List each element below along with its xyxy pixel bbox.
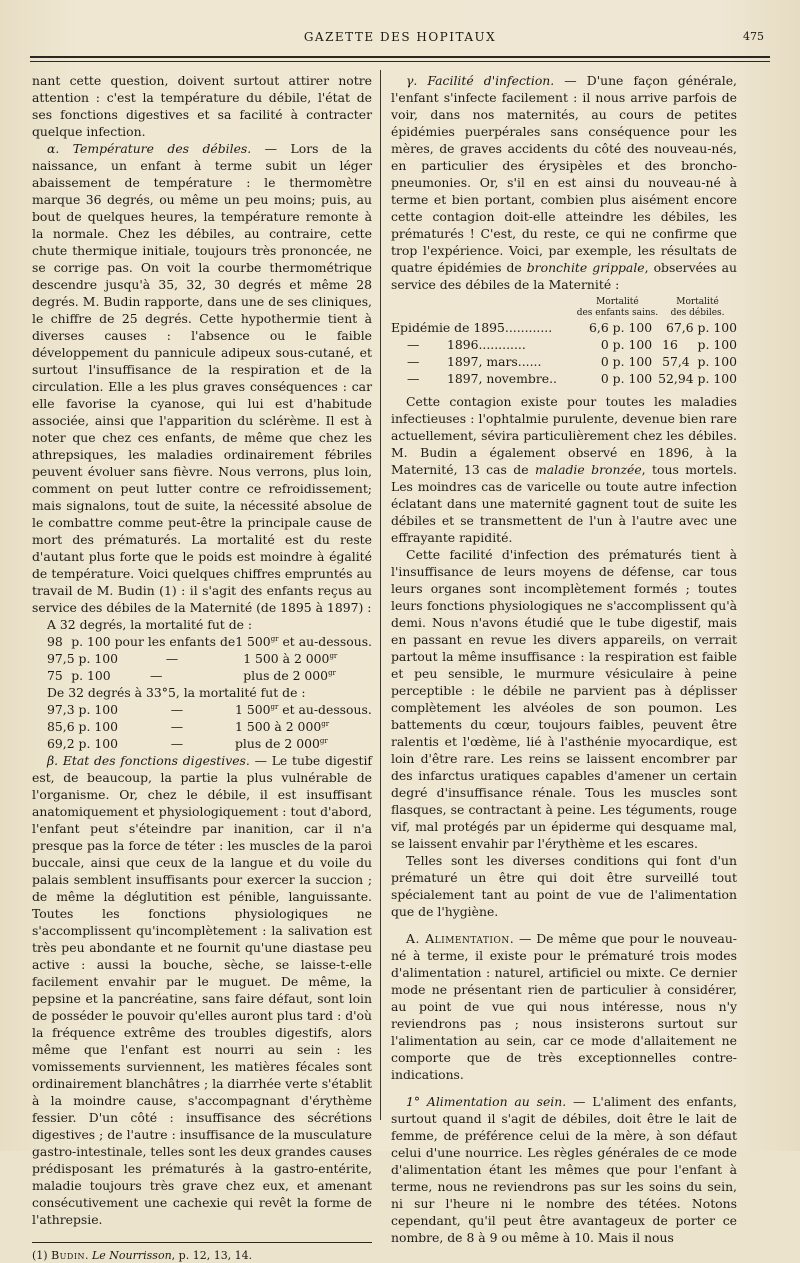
table-cell: 1 500 bbox=[235, 634, 271, 649]
table-cell: 67,6 p. 100 bbox=[666, 320, 737, 335]
header-line: Mortalité bbox=[596, 297, 639, 307]
table-row bbox=[391, 353, 737, 370]
table-cell: 57,4 p. 100 bbox=[662, 354, 737, 369]
paragraph-text: — De même que pour le nouveau-né à terme, il existe pour le prématuré trois modes d'alimentation : naturel, artificiel ou mixte. Ce dernier mode ne présentant rien de particulier à considérer, au point de vue qui nous intéresse, nous n'y reviendrons pas ; nous insisterons surtout sur l'alimentation au sein, car ce mode d'allaitement ne comporte que de très exceptionnelles contre-indications. bbox=[391, 931, 737, 1082]
table-cell: p. 100 bbox=[71, 668, 111, 683]
unit-sup: gr bbox=[329, 651, 338, 660]
table-cell: — 1896............ bbox=[407, 337, 526, 352]
table-cell: 98 bbox=[47, 634, 63, 649]
table-cell: — bbox=[149, 668, 163, 683]
page-number: 475 bbox=[743, 30, 764, 43]
table-row bbox=[391, 370, 737, 387]
paragraph-text: — D'une façon générale, l'enfant s'infecte facilement : il nous arrive parfois de voir, dans nos maternités, au cours de petites épidémies puerpérales sans conséquence pour les mères, de graves accidents du côté des nouveau-nés, en particulier des érysipèles et des broncho-pneumonies. Or, s'il en est ainsi du nouveau-né à terme et bien portant, combien plus aisément encore cette contagion doit-elle atteindre les débiles, les prématurés ! C'est, du reste, ce qui ne confirme que trop l'expérience. Voici, par exemple, les résultats de quatre épidémies de bbox=[391, 73, 737, 275]
footnote-marker: (1) bbox=[32, 1249, 52, 1262]
table-row bbox=[47, 735, 372, 752]
table-row bbox=[47, 701, 372, 718]
header-line: Mortalité bbox=[676, 297, 719, 307]
italic-term: maladie bronzée bbox=[535, 462, 642, 477]
footnote bbox=[32, 1249, 372, 1263]
table-cell: — bbox=[170, 702, 184, 717]
table-intro: A 32 degrés, la mortalité fut de : bbox=[47, 617, 253, 632]
section-heading: 1° Alimentation au sein. bbox=[406, 1094, 567, 1109]
table-cell: — 1897, novembre.. bbox=[407, 371, 557, 386]
header-rule-thin bbox=[30, 61, 770, 62]
paragraph-alimentation bbox=[391, 930, 737, 1083]
table-cell: et au-dessous. bbox=[278, 702, 372, 717]
table-cell: et au-dessous. bbox=[278, 634, 372, 649]
table-cell: — bbox=[170, 736, 184, 751]
table-cell: 85,6 p. 100 bbox=[47, 719, 118, 734]
table-cell: 6,6 p. 100 bbox=[589, 320, 653, 335]
paragraph: Cette facilité d'infection des prématurés tient à l'insuffisance de leurs moyens de défense, car tous leurs organes sont incomplètement formés ; toutes leurs fonctions physiologiques ne s'accomplissent qu'à demi. Nous n'avons étudié que le tube digestif, mais en passant en revue les divers appareils, on verrait partout la même insuffisance : la respiration est faible et peu sensible, le murmure vésiculaire à peine perceptible : le débile ne parvient pas à déplisser complètement les alvéoles de son poumon. Les battements du cœur, toujours faibles, peuvent être ralentis et l'œdème, lié à l'asthénie myocardique, est loin d'être rare. Les reins se laissent encombrer par des infarctus uratiques capables d'amener un certain degré d'insuffisance rénale. Tous les muscles sont flasques, se contractant à peine. Les téguments, rouge vif, mal protégés par un épiderme qui desquame mal, se laissent envahir par l'érythème et les escares. bbox=[391, 547, 737, 851]
left-column bbox=[32, 72, 372, 1263]
table-cell: plus de 2 000 bbox=[235, 736, 320, 751]
unit-sup: gr bbox=[328, 668, 336, 677]
table-cell: 52,94 p. 100 bbox=[658, 371, 737, 386]
column-divider bbox=[380, 70, 381, 1120]
table-header bbox=[577, 297, 658, 319]
footnote-rule bbox=[32, 1242, 372, 1243]
paragraph-digestive bbox=[32, 752, 372, 1228]
paragraph-contagion bbox=[391, 393, 737, 546]
table-cell: 1 500 à 2 000 bbox=[243, 651, 330, 666]
footnote-text: , p. 12, 13, 14. bbox=[171, 1249, 253, 1262]
paragraph: Telles sont les diverses conditions qui font d'un prématuré un être qui doit être surveillé tout spécialement tant au point de vue de l'alimentation que de l'hygiène. bbox=[391, 853, 737, 919]
journal-title: GAZETTE DES HOPITAUX bbox=[303, 30, 497, 44]
table-header-blank bbox=[391, 297, 577, 319]
section-heading: β. Etat des fonctions digestives. bbox=[47, 753, 250, 768]
section-heading: A. Alimentation. bbox=[406, 931, 515, 946]
unit-sup: gr bbox=[319, 736, 328, 745]
table-row bbox=[47, 667, 372, 684]
table-intro: De 32 degrés à 33°5, la mortalité fut de : bbox=[47, 685, 306, 700]
footnote-author: Budin bbox=[51, 1249, 85, 1262]
table-cell: 0 p. 100 bbox=[600, 337, 653, 352]
paragraph-text: Cette contagion existe pour toutes les maladies infectieuses : l'ophtalmie purulente, devenue bien rare actuellement, sévira particulièrement chez les débiles. M. Budin a également observé en 1896, à la Maternité, 13 cas de bbox=[391, 394, 737, 477]
table-cell: Epidémie de 1895............ bbox=[391, 320, 553, 335]
table-cell: 0 p. 100 bbox=[600, 371, 653, 386]
running-header bbox=[0, 30, 800, 50]
header-line: des débiles. bbox=[670, 308, 725, 318]
italic-term: bronchite grippale bbox=[526, 260, 645, 275]
paragraph-text: — L'aliment des enfants, surtout quand il s'agit de débiles, doit être le lait de femme, de préférence celui de la mère, à son défaut celui d'une nourrice. Les règles générales de ce mode d'alimentation étant les mêmes que pour l'enfant à terme, nous ne reviendrons pas sur les soins du sein, ni sur l'heure ni le nombre des tétées. Notons cependant, qu'il peut être avantageux de porter ce nombre, de 8 à 9 ou même à 10. Mais il nous bbox=[391, 1094, 737, 1245]
table-cell: 16 p. 100 bbox=[662, 337, 737, 352]
table-cell: plus de 2 000 bbox=[243, 668, 329, 683]
right-column bbox=[391, 72, 737, 1246]
paragraph-text: — Lors de la naissance, un enfant à terme subit un léger abaissement de température : le thermomètre marque 36 degrés, ou même un peu moins; puis, au bout de quelques heures, la température remonte à la normale. Chez les débiles, au contraire, cette chute thermique initiale, toujours très prononcée, ne se corrige pas. On voit la courbe thermométrique descendre jusqu'à 35, 32, 30 degrés et même 28 degrés. M. Budin rapporte, dans une de ses cliniques, le chiffre de 25 degrés. Cette hypothermie tient à diverses causes : l'absence ou le faible développement du pannicule adipeux sous-cutané, et surtout l'insuffisance de la respiration et de la circulation. Elle a les plus graves conséquences : car elle favorise la cyanose, qui lui est d'habitude associée, ainsi que l'apparition du sclérème. Il est à noter que chez ces enfants, de même que chez les athrepsiques, les maladies ordinairement fébriles peuvent évoluer sans fièvre. Nous verrons, plus loin, comment on peut lutter contre ce refroidissement; mais signalons, tout de suite, la nécessité absolue de le combattre comme peut-être la principale cause de mort des prématurés. La mortalité est du reste d'autant plus forte que le poids est moindre à égalité de température. Voici quelques chiffres empruntés au travail de M. Budin (1) : il s'agit des enfants reçus au service des débiles de la Maternité (de 1895 à 1897) : bbox=[32, 141, 373, 615]
unit-sup: gr bbox=[321, 719, 330, 728]
table-cell: 97,3 p. 100 bbox=[47, 702, 118, 717]
section-heading: α. Température des débiles. bbox=[47, 141, 252, 156]
table-cell: 0 p. 100 bbox=[600, 354, 653, 369]
table-cell: p. 100 pour les enfants de bbox=[71, 634, 236, 649]
unit-sup: gr bbox=[270, 634, 279, 643]
table-row bbox=[391, 336, 737, 353]
table-row bbox=[47, 718, 372, 735]
paragraph-text: — Le tube digestif est, de beaucoup, la partie la plus vulnérable de l'organisme. Or, chez le débile, il est insuffisant anatomiquement et physiologiquement : tout d'abord, l'enfant peut s'éteindre par inanition, car il n'a presque pas la force de téter : les muscles de la paroi buccale, ainsi que ceux de la langue et du voile du palais semblent insuffisants pour exercer la succion ; de même la déglutition est pénible, languissante. Toutes les fonctions physiologiques ne s'accomplissent qu'incomplètement : la salivation est très peu abondante et ne fournit qu'une diastase peu active : aussi la bouche, sèche, se laisse-t-elle facilement envahir par le muguet. De même, la pepsine et la pancréatine, sans faire défaut, sont loin de posséder le pouvoir qu'elles auront plus tard : d'où la fréquence extrême des troubles digestifs, alors même que l'enfant est nourri au sein : les vomissements surviennent, les matières fécales sont ordinairement blanchâtres ; la diarrhée verte s'établit à la moindre cause, s'accompagnant d'érythème fessier. D'un côté : insuffisance des sécrétions digestives ; de l'autre : insuffisance de la musculature gastro-intestinale, telles sont les deux grandes causes prédisposant les prématurés à la gastro-entérite, maladie toujours très grave chez eux, et amenant consécutivement une cachexie qui revêt la forme de l'athrepsie. bbox=[32, 753, 372, 1227]
table-row bbox=[47, 650, 372, 667]
epidemic-table bbox=[391, 297, 737, 387]
paragraph: nant cette question, doivent surtout attirer notre attention : c'est la température du débile, l'état de ses fonctions digestives et sa facilité à contracter quelque infection. bbox=[32, 73, 372, 139]
table-cell: 69,2 p. 100 bbox=[47, 736, 118, 751]
table-row bbox=[47, 633, 372, 650]
table-cell: 1 500 bbox=[235, 702, 271, 717]
table-header-row bbox=[391, 297, 737, 319]
paragraph-text: , tous mortels. Les moindres cas de varicelle ou toute autre infection éclatant dans une maternité gagnent tout de suite les débiles et se transmettent de l'un à l'autre avec une effrayante rapidité. bbox=[391, 462, 737, 545]
header-rule-thick bbox=[30, 56, 770, 58]
paragraph-temperature bbox=[32, 140, 372, 616]
unit-sup: gr bbox=[270, 702, 279, 711]
section-heading: γ. Facilité d'infection. bbox=[406, 73, 555, 88]
mortality-table-33 bbox=[47, 701, 372, 752]
table-cell: — 1897, mars...... bbox=[407, 354, 542, 369]
header-line: des enfants sains. bbox=[576, 308, 659, 318]
footnote-text: . bbox=[84, 1249, 92, 1262]
table-cell: 1 500 à 2 000 bbox=[235, 719, 322, 734]
table-header bbox=[658, 297, 737, 319]
table-cell: 75 bbox=[47, 668, 63, 683]
paragraph-breastfeeding bbox=[391, 1093, 737, 1246]
table-cell: — bbox=[165, 651, 179, 666]
table-cell: — bbox=[170, 719, 184, 734]
table-cell: 97,5 p. 100 bbox=[47, 651, 118, 666]
paragraph-infection bbox=[391, 72, 737, 293]
paragraph-text: , observées au service des débiles de la Maternité : bbox=[391, 260, 737, 292]
mortality-table-32 bbox=[47, 633, 372, 684]
table-row bbox=[391, 319, 737, 336]
footnote-work: Le Nourrisson bbox=[91, 1249, 172, 1262]
